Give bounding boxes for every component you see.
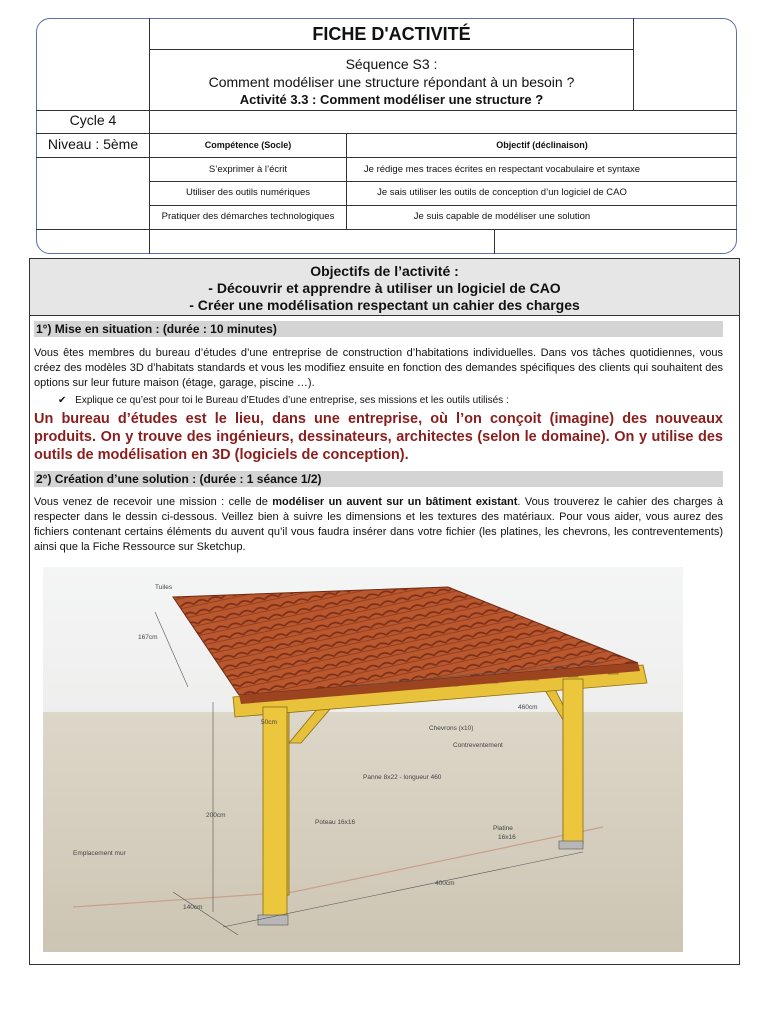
objectives-heading: Objectifs de l’activité :: [310, 263, 459, 279]
grid-line: [36, 133, 737, 134]
competence-cell: S’exprimer à l’écrit: [208, 164, 288, 175]
section-2-text-bold: modéliser un auvent sur un bâtiment existant: [272, 496, 518, 508]
sequence-block: [150, 55, 633, 109]
ground: [43, 712, 683, 952]
awning-drawing: [43, 567, 683, 952]
section-2-text: [34, 495, 723, 555]
niveau-label: Niveau : 5ème: [47, 136, 139, 152]
page-title: FICHE D'ACTIVITÉ: [312, 24, 471, 44]
objectives-header: [30, 259, 739, 316]
grid-line: [36, 157, 737, 158]
section-1-title: 1°) Mise en situation : (durée : 10 minutes): [34, 321, 723, 337]
objectif-cell: Je rédige mes traces écrites en respectant vocabulaire et syntaxe: [363, 164, 641, 175]
competence-cell: Pratiquer des démarches technologiques: [161, 211, 335, 222]
dim-460: 460cm: [518, 704, 538, 711]
objectif-cell: Je sais utiliser les outils de conception d’un logiciel de CAO: [377, 187, 627, 198]
activity-title: Activité 3.3 : Comment modéliser une structure ?: [239, 92, 544, 107]
objectif-cell: Je suis capable de modéliser une solution: [413, 211, 591, 222]
answer-text: Un bureau d’études est le lieu, dans une entreprise, où l’on conçoit (imagine) des nouveaux produits. On y trouve des ingénieurs, dessinateurs, architectes (selon le domaine). On y utilise des outils de modélisation en 3D (logiciels de conception).: [34, 411, 723, 463]
label-platine-dim: 16x16: [498, 834, 516, 841]
objective-line: - Découvrir et apprendre à utiliser un logiciel de CAO: [208, 280, 561, 296]
label-contreventement: Contreventement: [453, 742, 503, 749]
platine: [559, 841, 583, 849]
check-icon: ✔: [58, 395, 67, 406]
bullet-row: [58, 395, 509, 406]
section-2-text-b: . Vous trouverez le cahier des charges à respecter dans le dessin ci-dessous. Veillez bien à suivre les dimensions et les textures des matériaux. Pour vous aider, vous aurez des fichiers contenant certains éléments du auvent qu’il vous faudra insérer dans votre fichier (les platines, les chevrons, les contreventements) ainsi que la Fiche Ressource sur Sketchup.: [34, 496, 723, 553]
competence-cell: Utiliser des outils numériques: [185, 187, 311, 198]
label-tuiles: Tuiles: [155, 584, 173, 591]
competence-column-header: Compétence (Socle): [204, 140, 292, 150]
section-2-text-a: Vous venez de recevoir une mission : celle de: [34, 496, 273, 508]
cycle-label: Cycle 4: [69, 112, 117, 128]
section-1-text: Vous êtes membres du bureau d’études d’une entreprise de construction d’habitations individuelles. Dans vos tâches quotidiennes, vous créez des modèles 3D d’habitats standards et vous les modifiez ensuite en fonction des demandes spécifiques des clients qui souhaitent des options sur leur future maison (étage, garage, piscine …).: [34, 347, 723, 389]
dim-140: 140cm: [183, 904, 203, 911]
grid-line: [150, 49, 633, 50]
post: [263, 707, 287, 917]
section-2-title: 2°) Création d’une solution : (durée : 1 séance 1/2): [34, 471, 723, 487]
label-platine: Platine: [493, 825, 513, 832]
grid-line: [36, 229, 737, 230]
dim-200: 200cm: [206, 812, 226, 819]
objective-line: - Créer une modélisation respectant un cahier des charges: [189, 297, 580, 313]
dim-400: 400cm: [435, 880, 455, 887]
grid-line: [149, 181, 737, 182]
dim-50: 50cm: [261, 719, 277, 726]
grid-line: [633, 18, 634, 110]
grid-line: [494, 229, 495, 254]
label-poteau: Poteau 16x16: [315, 819, 356, 826]
label-emplacement-mur: Emplacement mur: [73, 850, 126, 857]
sequence-question: Comment modéliser une structure répondant à un besoin ?: [208, 74, 575, 90]
grid-line: [149, 205, 737, 206]
grid-line: [36, 110, 737, 111]
label-chevrons: Chevrons (x10): [429, 725, 474, 732]
activity-body: [29, 258, 740, 965]
dim-167: 167cm: [138, 634, 158, 641]
objectif-column-header: Objectif (déclinaison): [496, 140, 588, 150]
post: [563, 679, 583, 844]
bullet-text: Explique ce qu’est pour toi le Bureau d’Etudes d’une entreprise, ses missions et les outils utilisés :: [75, 395, 509, 406]
sequence-label: Séquence S3 :: [345, 56, 438, 72]
label-panne: Panne 8x22 - longueur 460: [363, 774, 442, 781]
